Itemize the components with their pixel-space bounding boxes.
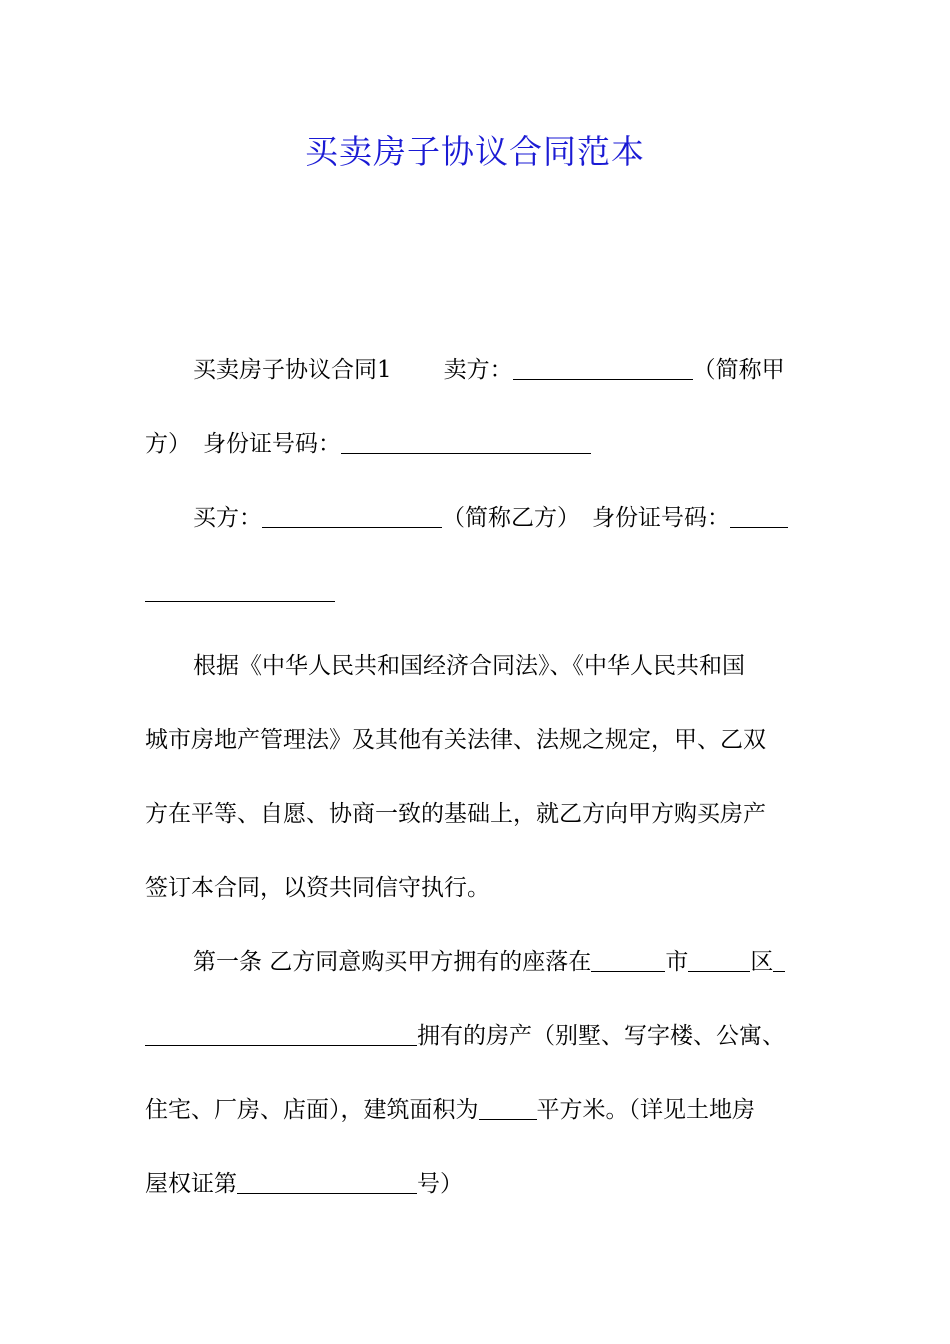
seller-id-line — [145, 407, 807, 481]
seller-id-label: 身份证号码： — [203, 431, 341, 457]
para1-line-4: 签订本合同，以资共同信守执行。 — [145, 875, 490, 901]
article1-owned: 拥有的房产（别墅、写字楼、公寓、 — [417, 1023, 785, 1049]
document-body — [145, 333, 807, 1221]
para1-line-1: 根据《中华人民共和国经济合同法》、《中华人民共和国 — [193, 653, 745, 679]
district-label: 区 — [750, 949, 774, 975]
article1-line-1 — [145, 925, 807, 999]
seller-id-blank — [341, 452, 591, 454]
buyer-id-label: 身份证号码： — [592, 505, 730, 531]
address-blank-start — [773, 970, 785, 972]
buyer-name-blank — [262, 526, 442, 528]
article1-cert: 屋权证第 — [145, 1171, 237, 1197]
buyer-label: 买方： — [193, 505, 262, 531]
contract-heading: 买卖房子协议合同1 — [193, 357, 392, 383]
address-blank-end — [145, 1044, 417, 1046]
seller-abbr: （简称甲 — [692, 357, 785, 383]
buyer-id-blank-end — [145, 600, 335, 602]
article1-types-end: 住宅、厂房、店面），建筑面积为 — [145, 1097, 479, 1123]
city-blank — [591, 970, 665, 972]
buyer-abbr: （简称乙方） — [442, 505, 580, 531]
area-blank — [479, 1118, 537, 1120]
article1-line-2 — [145, 999, 807, 1073]
para1-line-3: 方在平等、自愿、协商一致的基础上，就乙方向甲方购买房产 — [145, 801, 766, 827]
city-label: 市 — [665, 949, 689, 975]
cert-number-blank — [237, 1192, 417, 1194]
article1-number: 号） — [417, 1171, 463, 1197]
article1-line-4 — [145, 1147, 807, 1221]
district-blank — [688, 970, 750, 972]
seller-label: 卖方： — [443, 357, 513, 383]
article1-unit: 平方米。（详见土地房 — [536, 1097, 755, 1123]
para1-line-2: 城市房地产管理法》及其他有关法律、法规之规定，甲、乙双 — [145, 727, 766, 753]
article1-prefix: 第一条 乙方同意购买甲方拥有的座落在 — [193, 949, 592, 975]
document-title: 买卖房子协议合同范本 — [305, 132, 645, 171]
seller-abbr-end: 方） — [145, 431, 191, 457]
seller-line — [145, 333, 807, 407]
seller-name-blank — [513, 378, 693, 380]
article1-line-3 — [145, 1073, 807, 1147]
buyer-id-continued — [145, 555, 807, 629]
buyer-id-blank-start — [730, 526, 788, 528]
buyer-line — [145, 481, 807, 555]
